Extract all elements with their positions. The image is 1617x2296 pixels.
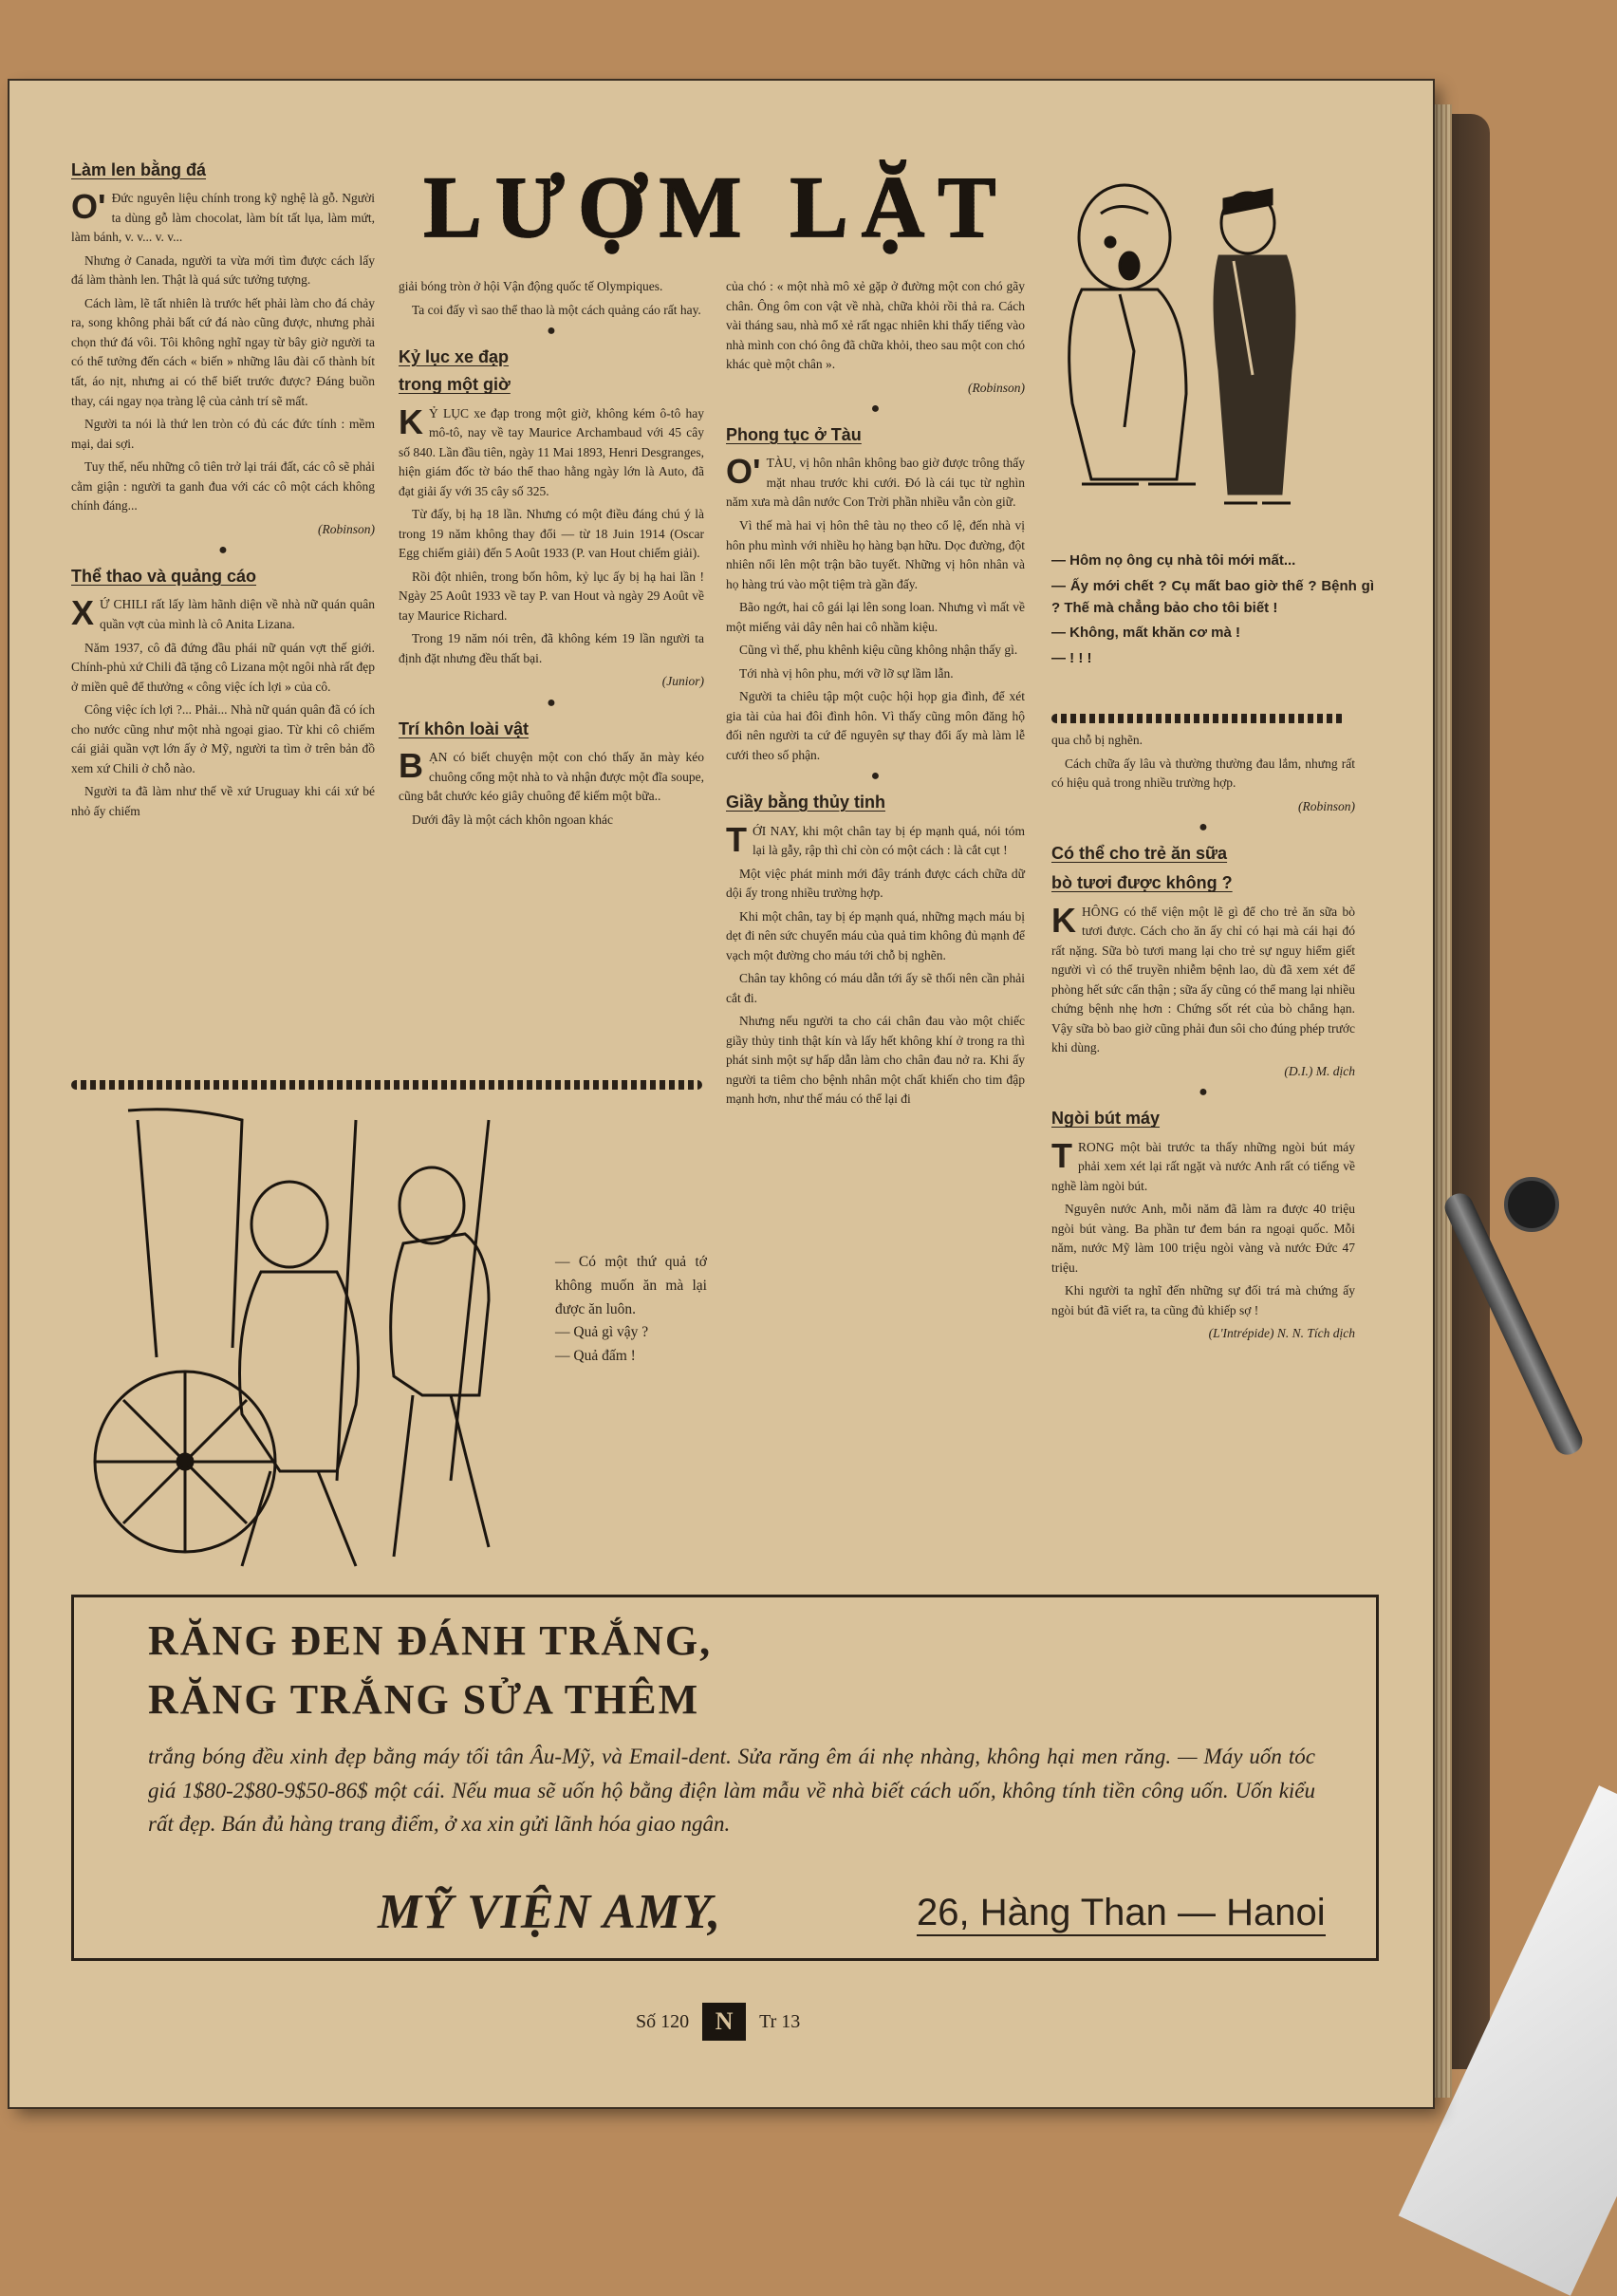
dialog-line: — ! ! !	[1051, 650, 1092, 667]
paragraph: Tuy thế, nếu những cô tiên trở lại trái đất, các cô sẽ phải cằm giận : người ta ganh đua với các cô một cách không chính đáng...	[71, 459, 375, 513]
drop-cap: T	[1051, 1135, 1072, 1175]
drop-cap: K	[1051, 900, 1076, 940]
wavy-divider	[1051, 714, 1346, 723]
paragraph: Cách làm, lẽ tất nhiên là trước hết phải làm cho đá chảy ra, song không phải bất cứ đá nào cũng được, nhưng phải chọn thứ đá vôi. Tôi không nghĩ ngay từ bây giờ người ta có thể tưởng đến cách « biến » những lâu đài cổ thành bít tất, áo nịt, nhưng ai có thể biết trước được? Đáng buồn thay, cái ngay nọa tràng lệ của cảnh trí sẽ mất.	[71, 295, 375, 408]
paragraph: Ta coi đấy vì sao thể thao là một cách quảng cáo rất hay.	[412, 302, 701, 317]
heading-tri-khon: Trí khôn loài vật	[399, 719, 530, 738]
ad-body: trắng bóng đều xinh đẹp bằng máy tối tân Âu-Mỹ, và Email-dent. Sửa răng êm ái nhẹ nhàng, không hại men răng. — Máy uốn tóc giá 1$80-2$80-9$50-86$ một cái. Nếu mua sẽ uốn hộ bằng điện làm mẫu về nhà biết cách uốn, không tính tiền công uốn. Uốn kiểu rất đẹp. Bán đủ hàng trang điểm, ở xa xin gửi lãnh hóa giao ngân.	[148, 1745, 1315, 1837]
signature: (Junior)	[661, 674, 704, 689]
signature: (D.I.) M. dịch	[1284, 1063, 1355, 1078]
paragraph: Ứ CHILI rất lấy làm hãnh diện về nhà nữ quán quân quần vợt của mình là cô Anita Lizana.	[100, 597, 375, 631]
paragraph: Công việc ích lợi ?... Phải... Nhà nữ quán quân đã có ích cho nước cũng như một nhà ngoại giao. Từ khi cô chiếm cái giải quần vợt lớn ấy ở Mỹ, người ta tìm ở trên bản đồ xem xứ Chili ở chỗ nào.	[71, 702, 375, 775]
cartoon-rickshaw	[71, 1101, 565, 1576]
heading-sua-bo: Có thể cho trẻ ăn sữa	[1051, 844, 1228, 864]
paragraph: Nhưng nếu người ta cho cái chân đau vào một chiếc giầy thủy tinh thật kín và lấy hết không khí ở trong ra thì phát sinh một sự hấp dẫn làm cho chân đau nở ra. Khi ấy người ta tiêm cho bệnh nhân một chất khiến cho tim đập mạnh hơn, như thế máu có thể lại đi	[726, 1014, 1025, 1107]
drop-cap: X	[71, 593, 95, 633]
paragraph: Từ đấy, bị hạ 18 lần. Nhưng có một điều đáng chú ý là trong 19 năm không thay đổi — từ 18 Juin 1914 (Oscar Egg chiếm giải) đến 5 Août 1933 (P. van Hout chiếm giải).	[399, 507, 704, 561]
drop-cap: O'	[71, 187, 106, 227]
dialog-line: — Có một thứ quả tớ không muốn ăn mà lại được ăn luôn.	[555, 1254, 707, 1317]
dialog-line: — Không, mất khăn cơ mà !	[1051, 625, 1241, 642]
ad-brand: MỸ VIỆN AMY,	[378, 1885, 722, 1939]
paragraph: Người ta nói là thứ len tròn có đủ các đức tính : mềm mại, dai sợi.	[71, 417, 375, 451]
dialog-line: — Quả đấm !	[555, 1348, 636, 1365]
separator-dot: ●	[547, 694, 556, 711]
paragraph: Trong 19 năm nói trên, đã không kém 19 lần người ta định đặt nhưng đều thất bại.	[399, 631, 704, 665]
paragraph: TÀU, vị hôn nhân không bao giờ được trông thấy mặt nhau trước khi cưới. Đó là cái tục từ nghìn năm xưa mà dân nước Con Trời phần nhiều vẫn còn giữ.	[726, 456, 1025, 510]
paragraph: Nguyên nước Anh, mỗi năm đã làm ra được 40 triệu ngòi bút vàng. Ba phần tư đem bán ra ngoại quốc. Mỗi năm, nước Mỹ làm 100 triệu ngòi vàng và nước Đức 47 triệu.	[1051, 1202, 1355, 1275]
paragraph: Người ta chiêu tập một cuộc hội họp gia đình, để xét gia tài của hai đôi đình hôn. Vì thấy cũng môn đăng hộ đối nên người ta cứ để nguyên sự thay đổi ấy mà làm lễ cưới theo số phận.	[726, 689, 1025, 762]
paragraph: Rồi đột nhiên, trong bốn hôm, kỷ lục ấy bị hạ hai lần ! Ngày 25 Août 1933 về tay P. van Hout và ngày 29 Août về tay Maurice Richard.	[399, 569, 704, 623]
paragraph: Người ta đã làm như thế về xứ Uruguay khi cái xứ bé nhỏ ấy chiếm	[71, 784, 375, 818]
dialog-line: — Hôm nọ ông cụ nhà tôi mới mất...	[1051, 552, 1296, 569]
separator-dot: ●	[1199, 819, 1208, 836]
paragraph: Khi một chân, tay bị ép mạnh quá, những mạch máu bị dẹt đi nên sức chuyển máu của quả tim không đủ mạnh để vạch một đường cho máu tới chỗ bị nghẽn.	[726, 908, 1025, 962]
signature: (Robinson)	[968, 380, 1025, 395]
column-1	[71, 152, 375, 825]
ad-headline-1: RĂNG ĐEN ĐÁNH TRẮNG,	[148, 1617, 713, 1664]
paragraph: RONG một bài trước ta thấy những ngòi bút máy phải xem xét lại rất ngặt và nước Anh rất có tiếng về nghề làm ngòi bút.	[1051, 1139, 1355, 1193]
heading-ky-luc-2: trong một giờ	[399, 375, 511, 395]
paragraph: Bão ngớt, hai cô gái lại lên song loan. Nhưng vì mất về một miếng vải dây nên hai cô nhầm kiệu.	[726, 600, 1025, 634]
signature: (Robinson)	[1298, 798, 1355, 813]
issue-number: Số 120	[636, 2010, 690, 2032]
paragraph: Đức nguyên liệu chính trong kỹ nghệ là gỗ. Người ta dùng gỗ làm chocolat, làm bít tất lụa, làm mứt, làm bánh, v. v... v. v...	[71, 191, 375, 245]
separator-dot: ●	[1199, 1084, 1208, 1101]
paragraph: ẠN có biết chuyện một con chó thấy ăn mày kéo chuông cổng một nhà to và nhận được một đĩa soupe, cũng bắt chước kéo giây chuông để kiếm một bữa..	[399, 750, 704, 804]
paragraph: Tới nhà vị hôn phu, mới vỡ lỡ sự lầm lẫn.	[739, 665, 954, 681]
pen-cap	[1504, 1177, 1559, 1232]
heading-ngoi-but: Ngòi bút máy	[1051, 1109, 1161, 1129]
separator-dot: ●	[218, 542, 228, 559]
paragraph: Ỷ LỤC xe đạp trong một giờ, không kém ô-tô hay mô-tô, nay về tay Maurice Archambaud với 45 cây số 840. Lần đầu tiên, ngày 11 Mai 1893, Henri Desgranges, hiện giám đốc tờ báo thể thao hằng ngày lớn là Auto, đã đạt giải ấy với 35 cây số 325.	[399, 405, 704, 498]
paragraph: của chó : « một nhà mô xẻ gặp ở đường một con chó gãy chân. Ông ôm con vật về nhà, chữa khỏi rồi thả ra. Cách vài tháng sau, nhà mổ xẻ rất ngạc nhiên khi thấy tiếng vào nhà mình con chó ông đã chữa khỏi, theo sau một con chó khác què một chân ».	[726, 279, 1025, 372]
paragraph: qua chỗ bị nghẽn.	[1051, 733, 1143, 747]
paragraph: Vì thế mà hai vị hôn thê tàu nọ theo cổ lệ, đến nhà vị hôn phu mình với nhiều họ hàng bạn hữu. Dọc đường, đột nhiên nổi lên một trận bão tuyết. Những vị hôn nhân và họ hàng trú vào một tiệm trà gần đấy.	[726, 518, 1025, 591]
column-4	[1051, 731, 1355, 1344]
paragraph: Khi người ta nghĩ đến những sự đối trá mà chứng ấy ngòi bút đã viết ra, ta cũng đủ khiếp sợ !	[1051, 1283, 1355, 1317]
separator-dot: ●	[547, 323, 556, 340]
column-2	[399, 277, 704, 833]
signature: (L'Intrépide) N. N. Tích dịch	[1208, 1326, 1355, 1341]
paragraph: Năm 1937, cô đã đứng đầu phái nữ quán vợt thế giới. Chính-phủ xứ Chili đã tặng cô Lizana một ngôi nhà rất đẹp ở miền quê để thưởng « công việc ích lợi » của cô.	[71, 640, 375, 694]
heading-the-thao: Thể thao và quảng cáo	[71, 567, 257, 587]
drop-cap: K	[399, 401, 423, 441]
drop-cap: T	[726, 819, 747, 859]
heading-ky-luc: Kỷ lục xe đạp	[399, 347, 510, 367]
ad-headline-2: RĂNG TRẮNG SỬA THÊM	[148, 1676, 700, 1723]
column-3	[726, 277, 1025, 1113]
paragraph: Cách chữa ấy lâu và thường thường đau lắm, nhưng rất có hiệu quả trong nhiều trường hợp.	[1051, 756, 1355, 791]
heading-lam-len: Làm len bằng đá	[71, 160, 207, 179]
separator-dot: ●	[870, 768, 881, 785]
heading-phong-tuc: Phong tục ở Tàu	[726, 425, 862, 445]
page-number: Tr 13	[759, 2010, 801, 2032]
rickshaw-caption	[555, 1251, 707, 1369]
paragraph: Một việc phát minh mới đây tránh được cách chữa dữ dội ấy trong nhiều trường hợp.	[726, 866, 1025, 901]
dialog-line: — Quả gì vậy ?	[555, 1324, 649, 1341]
dialog-line: — Ấy mới chết ? Cụ mất bao giờ thế ? Bệnh gì ? Thế mà chẳng bảo cho tôi biết !	[1051, 577, 1374, 616]
heading-giay-thuy-tinh: Giầy bằng thủy tinh	[726, 793, 886, 812]
magazine-logo: N	[702, 2003, 746, 2041]
signature: (Robinson)	[318, 521, 375, 536]
paragraph: ỚI NAY, khi một chân tay bị ép mạnh quá, nói tóm lại là gẫy, rập thì chỉ còn có một cách : là cắt cụt !	[753, 823, 1025, 858]
paragraph: Chân tay không có máu dẫn tới ấy sẽ thối nên cần phải cắt đi.	[726, 971, 1025, 1005]
paragraph: Dưới đây là một cách khôn ngoan khác	[412, 812, 614, 827]
drop-cap: B	[399, 746, 423, 786]
cartoon-dialog	[1051, 551, 1374, 674]
page-title: LƯỢM LẶT	[408, 157, 1025, 257]
separator-dot: ●	[870, 401, 881, 418]
advertisement-box	[71, 1595, 1379, 1961]
cartoon-two-men	[1044, 171, 1310, 522]
paragraph: Nhưng ở Canada, người ta vừa mới tìm được cách lấy đá làm thành len. Thật là quá sức tưởng tượng.	[71, 252, 375, 288]
ad-address: 26, Hàng Than — Hanoi	[917, 1892, 1326, 1936]
drop-cap: O'	[726, 452, 761, 492]
wavy-divider	[71, 1080, 702, 1090]
heading-sua-bo-2: bò tươi được không ?	[1051, 873, 1233, 893]
paragraph: Cũng vì thế, phu khênh kiệu cũng không nhận thấy gì.	[739, 643, 1018, 658]
paragraph: giải bóng tròn ở hội Vận động quốc tế Olympiques.	[399, 279, 663, 293]
page-footer	[636, 2003, 800, 2041]
paragraph: HÔNG có thể viện một lẽ gì để cho trẻ ăn sữa bò tươi được. Cách cho ăn ấy chỉ có hại mà cái hại đó rất nặng. Sữa bò tươi mang lại cho trẻ sự nguy hiểm giết người vì có thể truyền nhiễm bệnh lao, dù đã xem xét để phòng hết sức cẩn thận ; sữa ấy cũng có thể mang lại nhiều chứng bệnh nhẹ hơn : Chứng sốt rét của bò chẳng hạn. Vậy sữa bò bao giờ cũng phải đun sôi cho đúng phép trước khi dùng.	[1051, 904, 1355, 1055]
